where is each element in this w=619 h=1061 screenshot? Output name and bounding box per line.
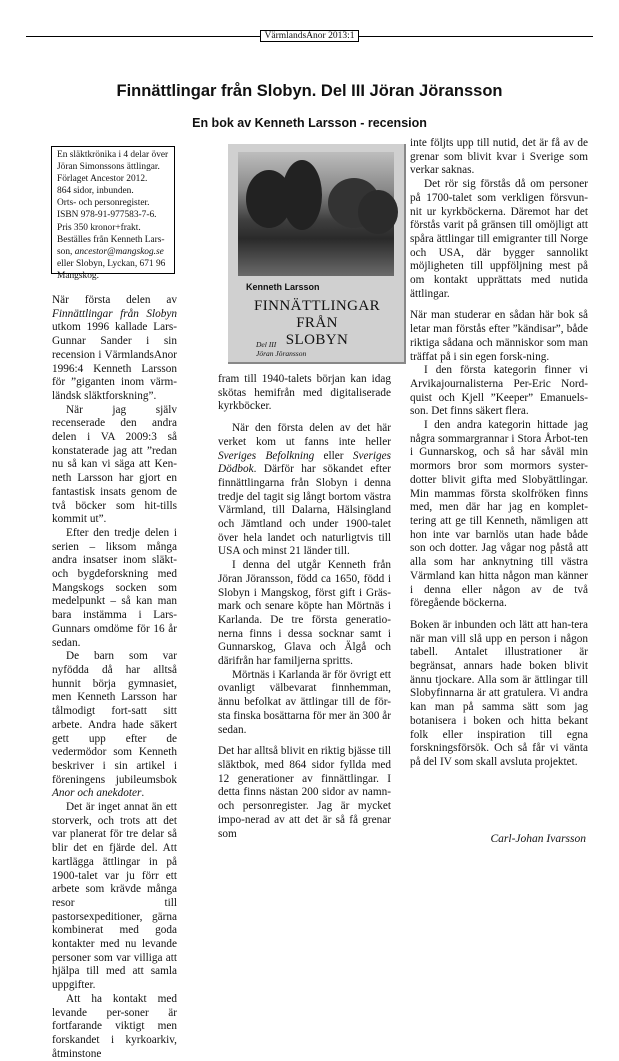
paragraph: De barn som var nyfödda då har alltså hunnit börja gymnasiet, men Kenneth Larsson har tålmodigt fort-satt sitt arbete. Andra hade säkert gett upp efter de vedermödor som Kenneth beskriver i sin artikel i föreningens jubileumsbok Anor och anekdoter. — [52, 650, 177, 800]
info-line: Mangskog. — [57, 270, 99, 281]
info-line: Pris 350 kronor+frakt. — [57, 222, 141, 233]
info-line: Beställes från Kenneth Lars- — [57, 234, 165, 245]
paragraph: Efter den tredje delen i serien – liksom många andra insatser inom släkt- och bygdeforskning med Mangskogs socken som medelpunkt – så kan man bara instämma i Lars-Gunnars omdöme för 16 år sedan. — [52, 526, 177, 649]
author-signature: Carl-Johan Ivarsson — [490, 833, 586, 845]
paragraph: I den andra kategorin hittade jag några sommargrannar i Stora Årbot-ten i Gunnarskog, och så har såväl min mormors bror som mormors syster-dotter blivit gifta med Slobyättlingar. Min mammas första skolfröken finns med, men där har jag en komplet-tering att ge till Kenneth, nämligen att hon inte var barnlös utan hade både son och dotter. Jag vågar nog påstå att alla som har anknytning till västra Värmland kan hitta någon man känner i denna eller någon av de två föregående böckerna. — [410, 419, 588, 610]
paragraph: Det har alltså blivit en riktig bjässe till släktbok, med 864 sidor fyllda med 12 generationer av finnättlingar. I detta finns nästan 200 sidor av namn- och personregister. Jag är mycket impo-nerad av att det är så få grenar som — [218, 745, 391, 840]
paragraph: När man studerar en sådan här bok så letar man förstås efter ”kändisar”, både riktiga sådana och människor som man träffat på i sin egen forsk-ning. — [410, 309, 588, 363]
paragraph: Att ha kontakt med levande per-soner är fortfarande viktigt men forskandet i kyrkoarkiv, åtminstone — [52, 992, 177, 1060]
info-line-email: son, ancestor@mangskog.se — [57, 246, 164, 257]
column-1 — [52, 294, 177, 1061]
paragraph: Boken är inbunden och lätt att han-tera när man vill slå upp en person i någon tabell. Antalet illustrationer är begränsat, annars hade boken blivit ännu tjockare. Alla som är ättlingar till Slobyfinnarna är att gratulera. Vi andra kan man på samma sätt som jag botanisera i boken och hitta bekant folk eller inspiration till egna forskningsförsök. Och så får vi vänta på del IV som skall avsluta projektet. — [410, 618, 588, 768]
info-line: En släktkrönika i 4 delar över — [57, 150, 169, 160]
paragraph: fram till 1940-talets början kan idag skötas hemifrån med digitaliserade kyrkböcker. — [218, 373, 391, 413]
book-cover-image — [228, 144, 406, 364]
paragraph: När jag själv recenserade den andra delen i VA 2009:3 så konstaterade jag att ”redan nu så kan vi säga att Ken-neth Larsson har gjort en fantastisk insats genom de två böcker som hit-tills kommit ut”. — [52, 403, 177, 526]
cover-author: Kenneth Larsson — [246, 282, 320, 292]
article-subtitle: En bok av Kenneth Larsson - recension — [192, 116, 427, 130]
paragraph: Det är inget annat än ett storverk, och trots att det var planerat för tre delar så blir det en fjärde del. Att kartlägga ättlingar in på 1900-talet var ju förr ett arbete som krävde många resor till pastorsexpeditioner, gärna kombinerat med goda kontakter med nu levande personer som var villiga att hjälpa till med att samla uppgifter. — [52, 801, 177, 992]
info-line: ISBN 978-91-977583-7-6. — [57, 210, 157, 221]
column-2 — [218, 373, 391, 841]
paragraph: I den första kategorin finner vi Arvikajournalisterna Per-Eric Nord-quist och Kjell ”Keeper” Emanuels-son. Det finns säkert flera. — [410, 364, 588, 418]
info-line: 864 sidor, inbunden. — [57, 186, 134, 197]
info-line: Förlaget Ancestor 2012. — [57, 174, 148, 185]
cover-photo — [238, 152, 394, 276]
info-line: Orts- och personregister. — [57, 198, 150, 209]
cover-title: FINNÄTTLINGAR FRÅN SLOBYN — [253, 298, 381, 348]
paragraph: inte följts upp till nutid, det är få av de grenar som blivit kvar i Sverige som verkar saknas. — [410, 137, 588, 177]
article-title: Finnättlingar från Slobyn. Del III Jöran Jöransson — [116, 82, 503, 100]
running-head: VärmlandsAnor 2013:1 — [0, 29, 619, 43]
info-line: eller Slobyn, Lyckan, 671 96 — [57, 258, 166, 269]
paragraph: Det rör sig förstås då om personer på 1700-talet som verkligen försvun-nit ur kyrkböckerna. Däremot har det förstås varit på gränsen till omöjligt att spåra ättlingar till emigranter till Norge och USA, där bygger sannolikt möjligheten till uppföljning mest på om kontakt upprättats med nutida ättlingar. — [410, 178, 588, 300]
info-line: Jöran Simonssons ättlingar. — [57, 162, 160, 173]
paragraph: När den första delen av det här verket kom ut fanns inte heller Sveriges Befolkning eller Sveriges Dödbok. Därför har sökandet efter finnättlingarna från Slobyn i denna tredje del tagit sig långt bortom västra Värmland, till Dalarna, Hälsingland och Jämtland och under 1900-talet över hela landet och naturligtvis till USA och minst 21 länder till. — [218, 422, 391, 558]
paragraph: När första delen av Finnättlingar från Slobyn utkom 1996 kallade Lars-Gunnar Sander i sin recension i VärmlandsAnor 1996:4 Kenneth Larsson för ”giganten inom värm-ländsk släktforskning”. — [52, 294, 177, 402]
paragraph: I denna del utgår Kenneth från Jöran Jöransson, född ca 1650, född i Slobyn i Mangskog, först gift i Gräs-mark och senare köpte han Mörtnäs i Karlanda. De tre första generatio-nerna finns i dessa socknar samt i Gunnarskog, Glava och Älgå och därifrån har familjerna spritts. — [218, 559, 391, 668]
column-3 — [410, 137, 588, 770]
paragraph: Mörtnäs i Karlanda är för övrigt ett ovanligt välbevarat finnhemman, ännu befolkat av ättlingar till de för-sta finska bosättarna för mer än 300 år sedan. — [218, 668, 391, 736]
book-info-box — [51, 146, 175, 281]
cover-part: Del III Jöran Jöransson — [256, 340, 307, 358]
